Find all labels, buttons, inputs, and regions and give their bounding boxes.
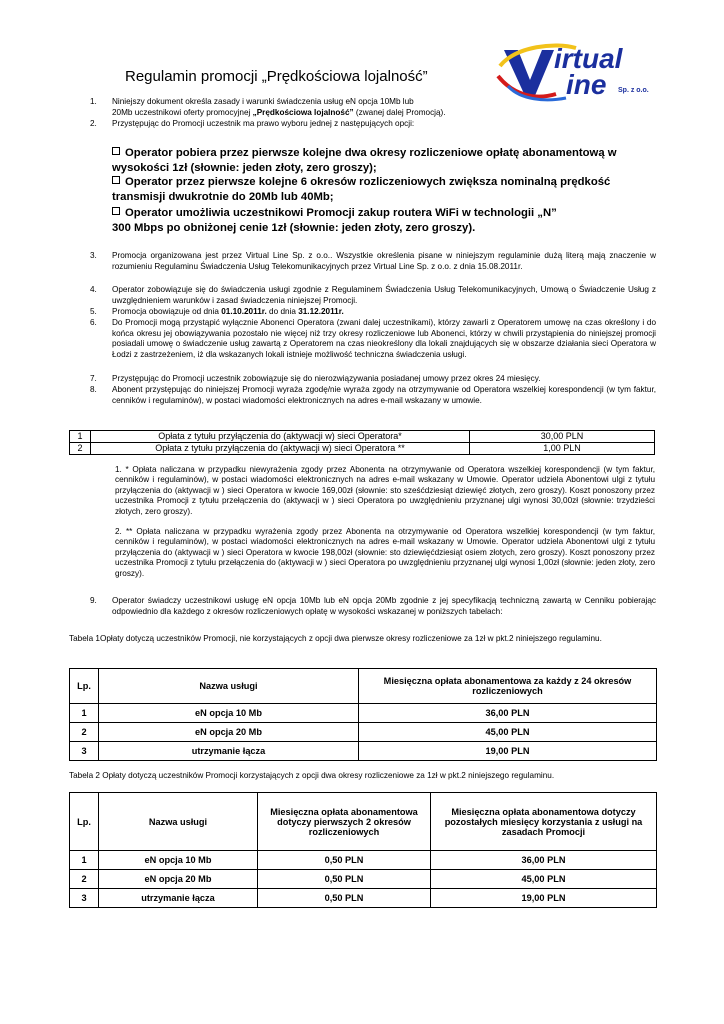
table-cell: 19,00 PLN xyxy=(431,889,657,908)
option-3-text: Operator umożliwia uczestnikowi Promocji zakup routera WiFi w technologii „N” xyxy=(125,207,557,219)
item5-a: Promocja obowiązuje od dnia xyxy=(112,307,222,316)
page-title: Regulamin promocji „Prędkościowa lojalność” xyxy=(125,68,428,85)
option-3 xyxy=(112,206,664,221)
item-text-3: Promocja organizowana jest przez Virtual Line Sp. z o.o.. Wszystkie określenia pisane w niniejszym regulaminie dużą literą mają znaczenie w rozumieniu Regulaminu Świadczenia Usług Telekomunikacyjnych przez Virtual Line Sp. z o.o. z dnia 15.08.2011r. xyxy=(112,251,656,271)
item-text-5 xyxy=(112,307,656,318)
table2-caption: Tabela 2 Opłaty dotyczą uczestników Promocji korzystających z opcji dwa okresy rozliczeniowe za 1zł w pkt.2 niniejszego regulaminu. xyxy=(69,771,555,780)
note-1: 1. * Opłata naliczana w przypadku niewyrażenia zgody przez Abonenta na otrzymywanie od Operatora wszelkiej korespondencji (w tym faktur, cenników i regulaminów), w postaci wiadomości elektronicznych na adres e-mail wskazany w Umowie. Operator udziela Abonentowi ulgi z tytułu przyłączenia do (aktywacji w ) sieci Operatora w kwocie 169,00zł (słownie: sto sześćdziesiąt dziewięć złotych, zero groszy). Koszt ponoszony przez uczestnika Promocji z tytułu przełączenia do (aktywacji w ) sieci Operatora po uwzględnieniu przyznanej ulgi wynosi 30,00zł (słownie: trzydzieści złotych, zero groszy). xyxy=(115,465,655,516)
table-cell: 36,00 PLN xyxy=(359,704,657,723)
logo-suffix: Sp. z o.o. xyxy=(618,87,649,94)
item-text-7: Przystępując do Promocji uczestnik zobowiązuje się do nierozwiązywania posiadanej umowy przez okres 24 miesięcy. xyxy=(112,374,541,383)
table-cell: 2 xyxy=(70,870,99,889)
item-number: 7. xyxy=(90,374,97,383)
item-number: 2. xyxy=(90,119,97,128)
table-row xyxy=(70,742,657,761)
item-number: 4. xyxy=(90,285,97,294)
item1-line2c: (zwanej dalej Promocją). xyxy=(353,107,446,117)
table1 xyxy=(69,668,657,761)
table-cell: 45,00 PLN xyxy=(431,870,657,889)
table-cell-name: Opłata z tytułu przyłączenia do (aktywacji w) sieci Operatora ** xyxy=(91,443,470,455)
table-cell: 0,50 PLN xyxy=(258,889,431,908)
checkbox-square-icon xyxy=(112,147,120,155)
item-number: 6. xyxy=(90,318,97,327)
option-2 xyxy=(112,175,664,204)
item-number: 9. xyxy=(90,596,97,605)
item-number: 8. xyxy=(90,385,97,394)
table-header-cell: Nazwa usługi xyxy=(99,669,359,704)
table-cell-price: 1,00 PLN xyxy=(470,443,655,455)
item-number: 3. xyxy=(90,251,97,260)
table-row xyxy=(70,443,655,455)
option-3-continued: 300 Mbps po obniżonej cenie 1zł (słownie: jeden złoty, zero groszy). xyxy=(112,222,476,234)
table-cell: 0,50 PLN xyxy=(258,870,431,889)
logo-graphic xyxy=(496,36,661,106)
item5-c: do dnia xyxy=(266,307,299,316)
table-cell: eN opcja 10 Mb xyxy=(99,851,258,870)
table-cell: utrzymanie łącza xyxy=(99,742,359,761)
table-cell: eN opcja 20 Mb xyxy=(99,870,258,889)
table2 xyxy=(69,792,657,908)
fees-table xyxy=(69,430,655,455)
logo-word2: ine xyxy=(566,69,607,100)
table-cell: 36,00 PLN xyxy=(431,851,657,870)
table-cell: eN opcja 10 Mb xyxy=(99,704,359,723)
end-date: 31.12.2011r. xyxy=(298,307,344,316)
table-cell-lp: 1 xyxy=(70,431,91,443)
table-row xyxy=(70,889,657,908)
start-date: 01.10.2011r. xyxy=(221,307,267,316)
table-row xyxy=(70,851,657,870)
table-cell: utrzymanie łącza xyxy=(99,889,258,908)
table1-caption: Tabela 1Opłaty dotyczą uczestników Promocji, nie korzystających z opcji dwa pierwsze okresy rozliczeniowe za 1zł w pkt.2 niniejszego regulaminu. xyxy=(69,634,602,643)
item1-line1: Niniejszy dokument określa zasady i warunki świadczenia usług eN opcja 10Mb lub xyxy=(112,97,414,106)
virtual-line-logo xyxy=(496,36,661,106)
table-row xyxy=(70,704,657,723)
table-cell-name: Opłata z tytułu przyłączenia do (aktywacji w) sieci Operatora* xyxy=(91,431,470,443)
table-header-cell: Lp. xyxy=(70,669,99,704)
promo-name: „Prędkościowa lojalność” xyxy=(252,107,354,117)
item-text-2: Przystępując do Promocji uczestnik ma prawo wyboru jednej z następujących opcji: xyxy=(112,119,415,128)
table-cell-lp: 2 xyxy=(70,443,91,455)
note-2: 2. ** Opłata naliczana w przypadku wyrażenia zgody przez Abonenta na otrzymywanie od Operatora wszelkiej korespondencji (w tym faktur, cenników i regulaminów), w postaci wiadomości elektronicznych na adres e-mail wskazany w Umowie. Operator udziela Abonentowi ulgi z tytułu przyłączenia do (aktywacji w ) sieci Operatora w kwocie 198,00zł (słownie: sto dziewięćdziesiąt osiem złotych, zero groszy). Koszt ponoszony przez uczestnika Promocji z tytułu przełączenia do (aktywacji w ) sieci Operatora po uwzględnieniu przyznanej ulgi wynosi 1,00zł (słownie: jeden złoty, zero groszy). xyxy=(115,527,655,578)
item-text-1 xyxy=(112,97,502,118)
table-header-row xyxy=(70,669,657,704)
table-cell: 3 xyxy=(70,742,99,761)
table-header-cell: Miesięczna opłata abonamentowa za każdy z 24 okresów rozliczeniowych xyxy=(359,669,657,704)
table-cell: 0,50 PLN xyxy=(258,851,431,870)
table-cell: 3 xyxy=(70,889,99,908)
table-cell: 19,00 PLN xyxy=(359,742,657,761)
table-cell: 45,00 PLN xyxy=(359,723,657,742)
table-row xyxy=(70,723,657,742)
item-text-6: Do Promocji mogą przystąpić wyłącznie Abonenci Operatora (zwani dalej uczestnikami), którzy zawarli z Operatorem umowę na czas określony i do końca okresu jej obowiązywania pozostało nie więcej niż trzy okresy rozliczeniowe lub Abonenci, którzy w chwili przystąpienia do niniejszej promocji posiadali umowę o świadczenie usług zawartą z Operatorem na czas nieokreślony dla lokali znajdujących się w obszarze działania sieci Operatora w Łodzi z zastrzeżeniem, iż dla wskazanych lokali istnieje możliwość techniczna świadczenia usługi. xyxy=(112,318,656,359)
table-header-cell: Lp. xyxy=(70,793,99,851)
item-text-8: Abonent przystępując do niniejszej Promocji wyraża zgodę/nie wyraża zgody na otrzymywanie od Operatora wszelkiej korespondencji (w tym faktur, cenników i regulaminów), w postaci wiadomości elektronicznych na adres e-mail wskazany w umowie. xyxy=(112,385,656,405)
table-header-cell: Miesięczna opłata abonamentowa dotyczy pierwszych 2 okresów rozliczeniowych xyxy=(258,793,431,851)
table-header-row xyxy=(70,793,657,851)
item1-line2a: 20Mb uczestnikowi oferty promocyjnej xyxy=(112,107,253,117)
table-header-cell: Nazwa usługi xyxy=(99,793,258,851)
item-text-9: Operator świadczy uczestnikowi usługę eN opcja 10Mb lub eN opcja 20Mb zgodnie z jej specyfikacją techniczną zawartą w Cenniku pobierając odpowiednio dla każdego z okresów rozliczeniowych opłatę w wysokości wskazanej w poniższych tabelach: xyxy=(112,596,656,616)
table-cell-price: 30,00 PLN xyxy=(470,431,655,443)
table-row xyxy=(70,870,657,889)
option-1 xyxy=(112,146,664,175)
logo-word1: irtual xyxy=(554,43,623,74)
table-cell: 2 xyxy=(70,723,99,742)
checkbox-square-icon xyxy=(112,207,120,215)
item-number: 1. xyxy=(90,97,97,106)
checkbox-square-icon xyxy=(112,176,120,184)
option-1-text: Operator pobiera przez pierwsze kolejne dwa okresy rozliczeniowe opłatę abonamentową w wysokości 1zł (słownie: jeden złoty, zero groszy); xyxy=(112,147,617,174)
table-cell: 1 xyxy=(70,851,99,870)
table-header-cell: Miesięczna opłata abonamentowa dotyczy pozostałych miesięcy korzystania z usługi na zasadach Promocji xyxy=(431,793,657,851)
option-2-text: Operator przez pierwsze kolejne 6 okresów rozliczeniowych zwiększa nominalną prędkość transmisji dwukrotnie do 20Mb lub 40Mb; xyxy=(112,176,611,203)
table-cell: 1 xyxy=(70,704,99,723)
item-text-4: Operator zobowiązuje się do świadczenia usługi zgodnie z Regulaminem Świadczenia Usług Telekomunikacyjnych, Umową o Świadczenie Usług z uwzględnieniem warunków i zasad świadczenia niniejszej Promocji. xyxy=(112,285,656,305)
item-number: 5. xyxy=(90,307,97,316)
table-cell: eN opcja 20 Mb xyxy=(99,723,359,742)
table-row xyxy=(70,431,655,443)
